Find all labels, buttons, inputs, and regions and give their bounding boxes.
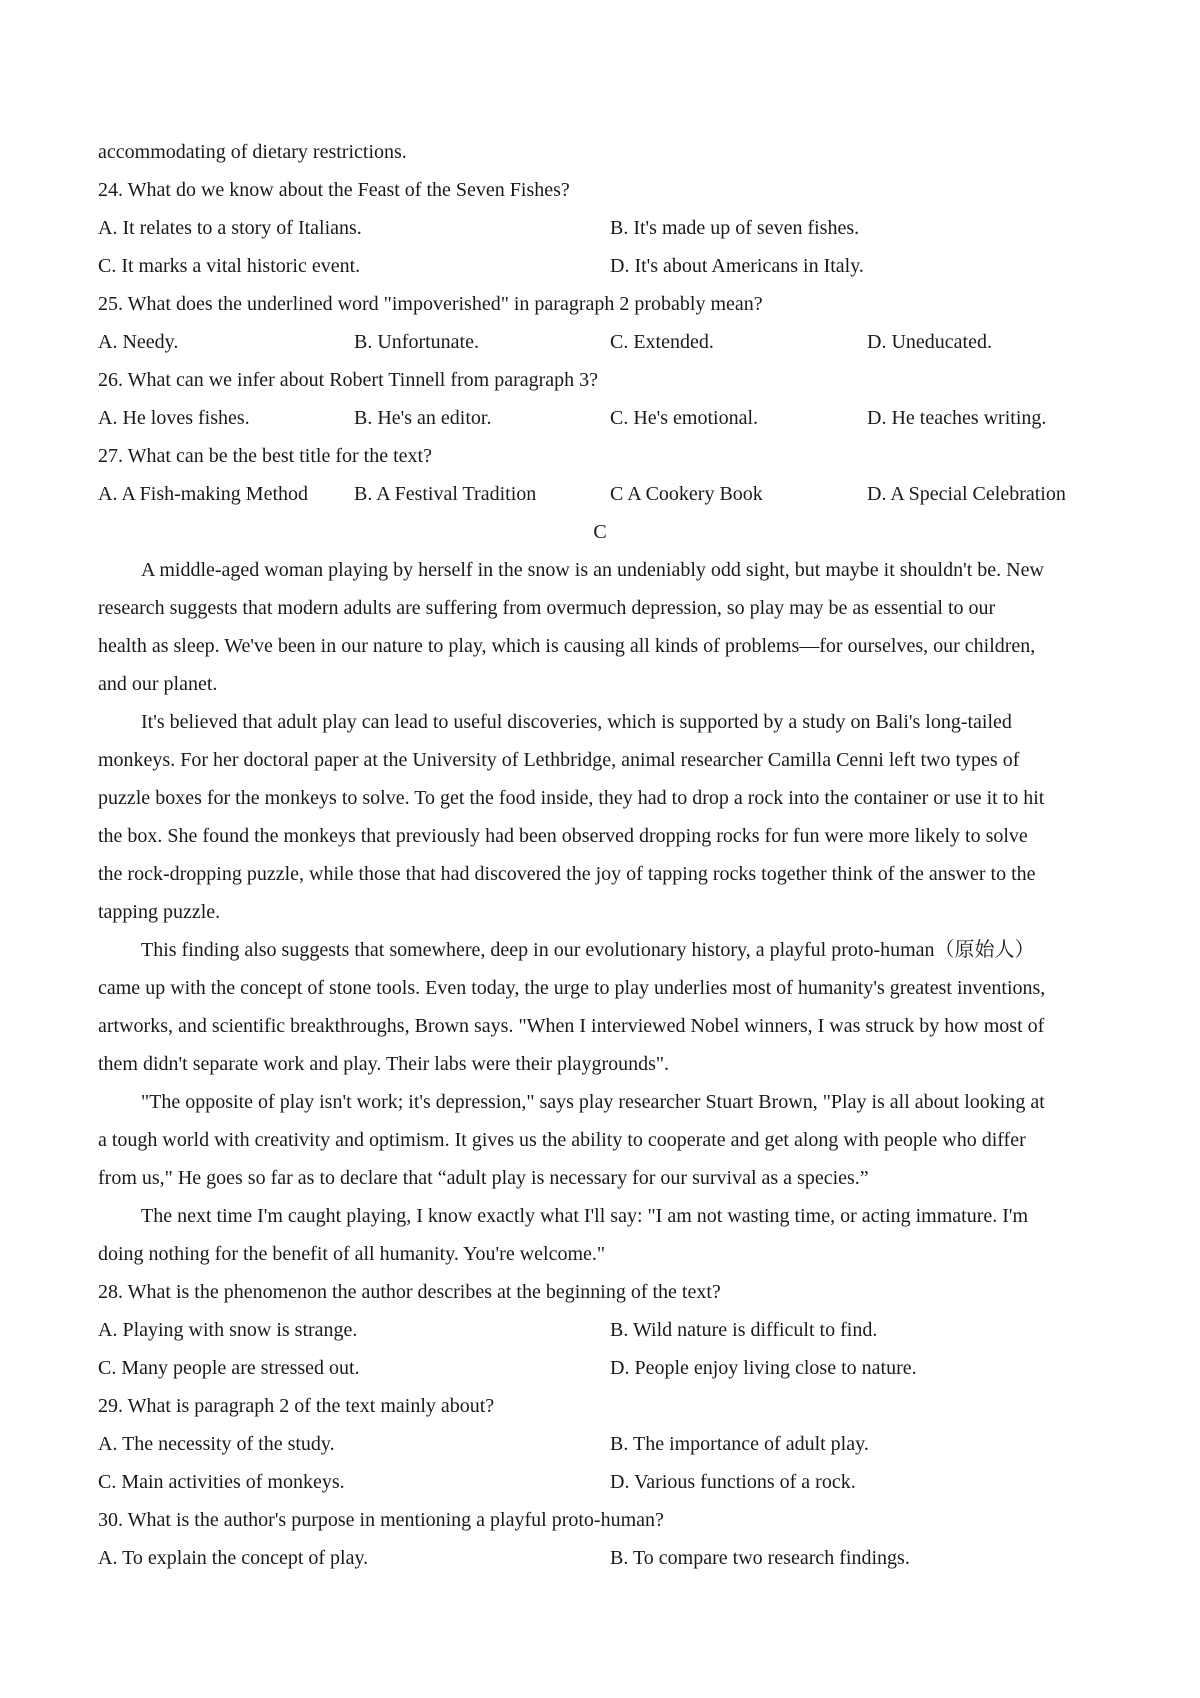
question-27-option-a: A. A Fish-making Method	[98, 483, 309, 505]
question-26-option-d: D. He teaches writing.	[867, 407, 1047, 429]
question-24-option-b: B. It's made up of seven fishes.	[610, 217, 860, 239]
passage-line: came up with the concept of stone tools. Even today, the urge to play underlies most of humanity's greatest inventions,	[98, 977, 1046, 999]
question-25-option-c: C. Extended.	[610, 331, 714, 353]
passage-line: This finding also suggests that somewhere, deep in our evolutionary history, a playful proto-human（原始人）	[141, 939, 1035, 961]
question-27-option-b: B. A Festival Tradition	[354, 483, 537, 505]
passage-line: a tough world with creativity and optimism. It gives us the ability to cooperate and get along with people who differ	[98, 1129, 1026, 1151]
passage-line: from us," He goes so far as to declare that “adult play is necessary for our survival as a species.”	[98, 1167, 869, 1189]
passage-line: the rock-dropping puzzle, while those that had discovered the joy of tapping rocks together think of the answer to the	[98, 863, 1036, 885]
question-30-option-b: B. To compare two research findings.	[610, 1547, 910, 1569]
passage-line: monkeys. For her doctoral paper at the University of Lethbridge, animal researcher Camilla Cenni left two types of	[98, 749, 1020, 771]
passage-line: doing nothing for the benefit of all humanity. You're welcome."	[98, 1243, 606, 1265]
passage-line: research suggests that modern adults are suffering from overmuch depression, so play may be as essential to our	[98, 597, 996, 619]
passage-line: and our planet.	[98, 673, 218, 695]
question-25-option-b: B. Unfortunate.	[354, 331, 479, 353]
question-24-option-a: A. It relates to a story of Italians.	[98, 217, 362, 239]
section-heading: C	[593, 521, 607, 543]
question-26-stem: 26. What can we infer about Robert Tinnell from paragraph 3?	[98, 369, 599, 391]
passage-line: artworks, and scientific breakthroughs, Brown says. "When I interviewed Nobel winners, I was struck by how most of	[98, 1015, 1045, 1037]
passage-line: puzzle boxes for the monkeys to solve. To get the food inside, they had to drop a rock into the container or use it to hit	[98, 787, 1045, 809]
question-26-option-c: C. He's emotional.	[610, 407, 759, 429]
passage-line: health as sleep. We've been in our nature to play, which is causing all kinds of problems—for ourselves, our children,	[98, 635, 1036, 657]
question-27-option-d: D. A Special Celebration	[867, 483, 1066, 505]
question-25-option-d: D. Uneducated.	[867, 331, 992, 353]
passage-line: A middle-aged woman playing by herself in the snow is an undeniably odd sight, but maybe it shouldn't be. New	[141, 559, 1044, 581]
question-28-option-b: B. Wild nature is difficult to find.	[610, 1319, 878, 1341]
passage-line: "The opposite of play isn't work; it's depression," says play researcher Stuart Brown, "Play is all about looking at	[141, 1091, 1045, 1113]
question-30-option-a: A. To explain the concept of play.	[98, 1547, 369, 1569]
question-28-stem: 28. What is the phenomenon the author describes at the beginning of the text?	[98, 1281, 721, 1303]
question-24-option-c: C. It marks a vital historic event.	[98, 255, 361, 277]
question-29-option-b: B. The importance of adult play.	[610, 1433, 869, 1455]
passage-line: The next time I'm caught playing, I know exactly what I'll say: "I am not wasting time, or acting immature. I'm	[141, 1205, 1029, 1227]
question-28-option-c: C. Many people are stressed out.	[98, 1357, 360, 1379]
lead-line: accommodating of dietary restrictions.	[98, 141, 407, 163]
question-29-stem: 29. What is paragraph 2 of the text mainly about?	[98, 1395, 495, 1417]
question-27-stem: 27. What can be the best title for the text?	[98, 445, 432, 467]
question-27-option-c: C A Cookery Book	[610, 483, 763, 505]
question-29-option-d: D. Various functions of a rock.	[610, 1471, 856, 1493]
question-24-option-d: D. It's about Americans in Italy.	[610, 255, 864, 277]
question-28-option-a: A. Playing with snow is strange.	[98, 1319, 358, 1341]
question-25-stem: 25. What does the underlined word "impoverished" in paragraph 2 probably mean?	[98, 293, 763, 315]
question-28-option-d: D. People enjoy living close to nature.	[610, 1357, 917, 1379]
question-29-option-c: C. Main activities of monkeys.	[98, 1471, 345, 1493]
question-29-option-a: A. The necessity of the study.	[98, 1433, 335, 1455]
passage-line: them didn't separate work and play. Their labs were their playgrounds".	[98, 1053, 670, 1075]
question-25-option-a: A. Needy.	[98, 331, 179, 353]
question-24-stem: 24. What do we know about the Feast of the Seven Fishes?	[98, 179, 570, 201]
question-26-option-a: A. He loves fishes.	[98, 407, 250, 429]
passage-line: tapping puzzle.	[98, 901, 221, 923]
passage-line: the box. She found the monkeys that previously had been observed dropping rocks for fun were more likely to solve	[98, 825, 1028, 847]
passage-line: It's believed that adult play can lead to useful discoveries, which is supported by a study on Bali's long-tailed	[141, 711, 1012, 733]
question-30-stem: 30. What is the author's purpose in mentioning a playful proto-human?	[98, 1509, 664, 1531]
question-26-option-b: B. He's an editor.	[354, 407, 492, 429]
